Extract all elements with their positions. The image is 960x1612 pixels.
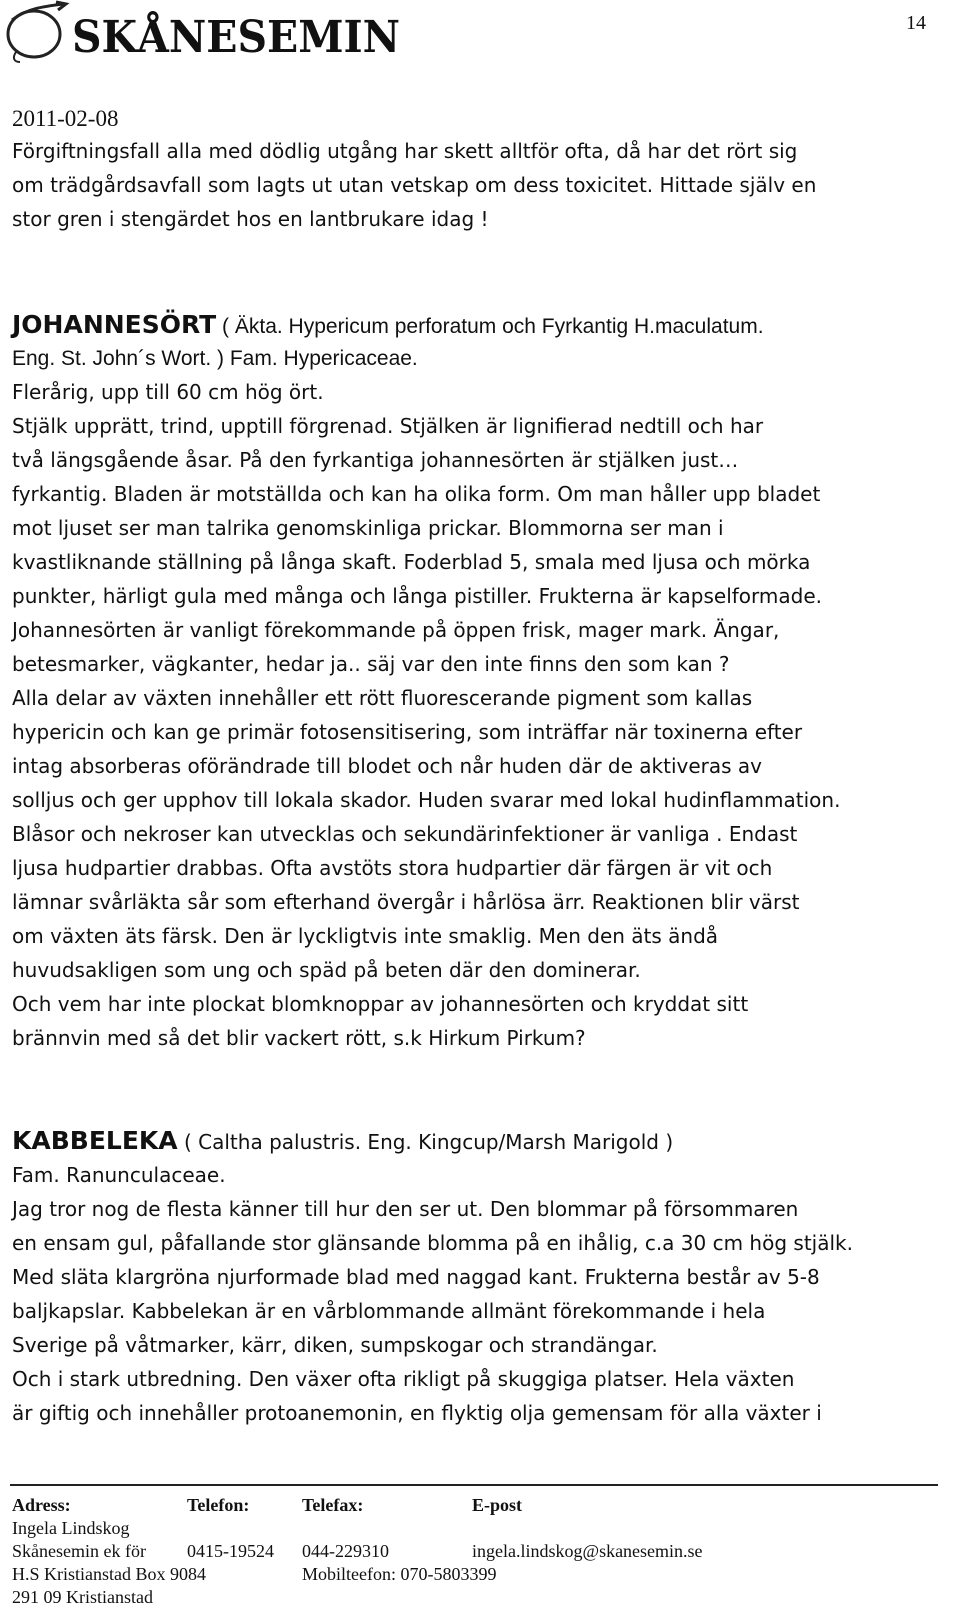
footer-email: ingela.lindskog@skanesemin.se	[472, 1541, 703, 1561]
text-line: Förgiftningsfall alla med dödlig utgång har skett alltför ofta, då har det rört sig	[12, 139, 798, 163]
footer-divider	[10, 1484, 938, 1486]
kabbeleka-title: KABBELEKA	[12, 1126, 178, 1155]
footer-label-email: E-post	[472, 1495, 523, 1515]
text-line: baljkapslar. Kabbelekan är en vårblommande allmänt förekommande i hela	[12, 1299, 766, 1323]
johannesort-title: JOHANNESÖRT	[12, 310, 217, 339]
text-line: två längsgående åsar. På den fyrkantiga johannesörten är stjälken just…	[12, 448, 739, 472]
kabbeleka-latin: ( Caltha palustris. Eng. Kingcup/Marsh Marigold )	[177, 1130, 674, 1154]
text-line: Och vem har inte plockat blomknoppar av johannesörten och kryddat sitt	[12, 992, 749, 1016]
text-line: om trädgårdsavfall som lagts ut utan vetskap om dess toxicitet. Hittade själv en	[12, 173, 817, 197]
footer-label-phone: Telefon:	[187, 1495, 250, 1515]
footer-label-address: Adress:	[12, 1495, 71, 1515]
text-line: intag absorberas oförändrade till blodet och når huden där de aktiveras av	[12, 754, 762, 778]
logo-text: SKÅNESEMIN	[72, 12, 401, 63]
text-line: Johannesörten är vanligt förekommande på öppen frisk, mager mark. Ängar,	[12, 618, 780, 642]
kabbeleka-body	[12, 1158, 853, 1430]
page-number: 14	[906, 12, 926, 34]
text-line: fyrkantig. Bladen är motställda och kan ha olika form. Om man håller upp bladet	[12, 482, 821, 506]
text-line: om växten äts färsk. Den är lyckligtvis inte smaklig. Men den äts ändå	[12, 924, 719, 948]
intro-paragraph	[12, 134, 816, 236]
text-line: hypericin och kan ge primär fotosensitisering, som inträffar när toxinerna efter	[12, 720, 803, 744]
footer-label-fax: Telefax:	[302, 1495, 364, 1515]
text-line: betesmarker, vägkanter, hedar ja.. säj var den inte finns den som kan ?	[12, 652, 730, 676]
footer-phone: 0415-19524	[187, 1541, 274, 1561]
text-line: en ensam gul, påfallande stor glänsande blomma på en ihålig, c.a 30 cm hög stjälk.	[12, 1231, 853, 1255]
text-line: Med släta klargröna njurformade blad med naggad kant. Frukterna består av 5-8	[12, 1265, 820, 1289]
text-line: lämnar svårläkta sår som efterhand övergår i hårlösa ärr. Reaktionen blir värst	[12, 890, 800, 914]
text-line: Alla delar av växten innehåller ett rött fluorescerande pigment som kallas	[12, 686, 753, 710]
footer-street: H.S Kristianstad Box 9084	[12, 1564, 207, 1584]
footer-postal: 291 09 Kristianstad	[12, 1587, 153, 1607]
johannesort-latin: ( Äkta. Hypericum perforatum och Fyrkantig H.maculatum.	[216, 315, 764, 338]
johannesort-body	[12, 375, 840, 1055]
logo	[2, 0, 402, 66]
text-line: Stjälk upprätt, trind, upptill förgrenad. Stjälken är lignifierad nedtill och har	[12, 414, 764, 438]
text-line: är giftig och innehåller protoanemonin, en flyktig olja gemensam för alla växter i	[12, 1401, 822, 1425]
text-line: Fam. Ranunculaceae.	[12, 1163, 226, 1187]
text-line: Flerårig, upp till 60 cm hög ört.	[12, 380, 324, 404]
date: 2011-02-08	[12, 106, 119, 131]
text-line: brännvin med så det blir vackert rött, s.k Hirkum Pirkum?	[12, 1026, 586, 1050]
text-line: stor gren i stengärdet hos en lantbrukare idag !	[12, 207, 489, 231]
text-line: kvastliknande ställning på långa skaft. Foderblad 5, smala med ljusa och mörka	[12, 550, 811, 574]
footer-mobile: Mobilteefon: 070-5803399	[302, 1564, 497, 1584]
text-line: Sverige på våtmarker, kärr, diken, sumpskogar och strandängar.	[12, 1333, 658, 1357]
footer-name: Ingela Lindskog	[12, 1518, 130, 1538]
text-line: huvudsakligen som ung och späd på beten där den dominerar.	[12, 958, 641, 982]
text-line: solljus och ger upphov till lokala skador. Huden svarar med lokal hudinflammation.	[12, 788, 841, 812]
text-line: Och i stark utbredning. Den växer ofta rikligt på skuggiga platser. Hela växten	[12, 1367, 795, 1391]
text-line: mot ljuset ser man talrika genomskinliga prickar. Blommorna ser man i	[12, 516, 724, 540]
kabbeleka-heading	[12, 1124, 673, 1159]
logo-emblem-icon	[2, 0, 72, 66]
footer-company: Skånesemin ek för	[12, 1541, 146, 1561]
footer-fax: 044-229310	[302, 1541, 389, 1561]
text-line: ljusa hudpartier drabbas. Ofta avstöts stora hudpartier där färgen är vit och	[12, 856, 773, 880]
text-line: Blåsor och nekroser kan utvecklas och sekundärinfektioner är vanliga . Endast	[12, 822, 798, 846]
text-line: Jag tror nog de flesta känner till hur den ser ut. Den blommar på försommaren	[12, 1197, 799, 1221]
text-line: punkter, härligt gula med många och långa pistiller. Frukterna är kapselformade.	[12, 584, 823, 608]
johannesort-eng-line: Eng. St. John´s Wort. ) Fam. Hypericaceae.	[12, 347, 418, 370]
johannesort-heading	[12, 308, 764, 345]
